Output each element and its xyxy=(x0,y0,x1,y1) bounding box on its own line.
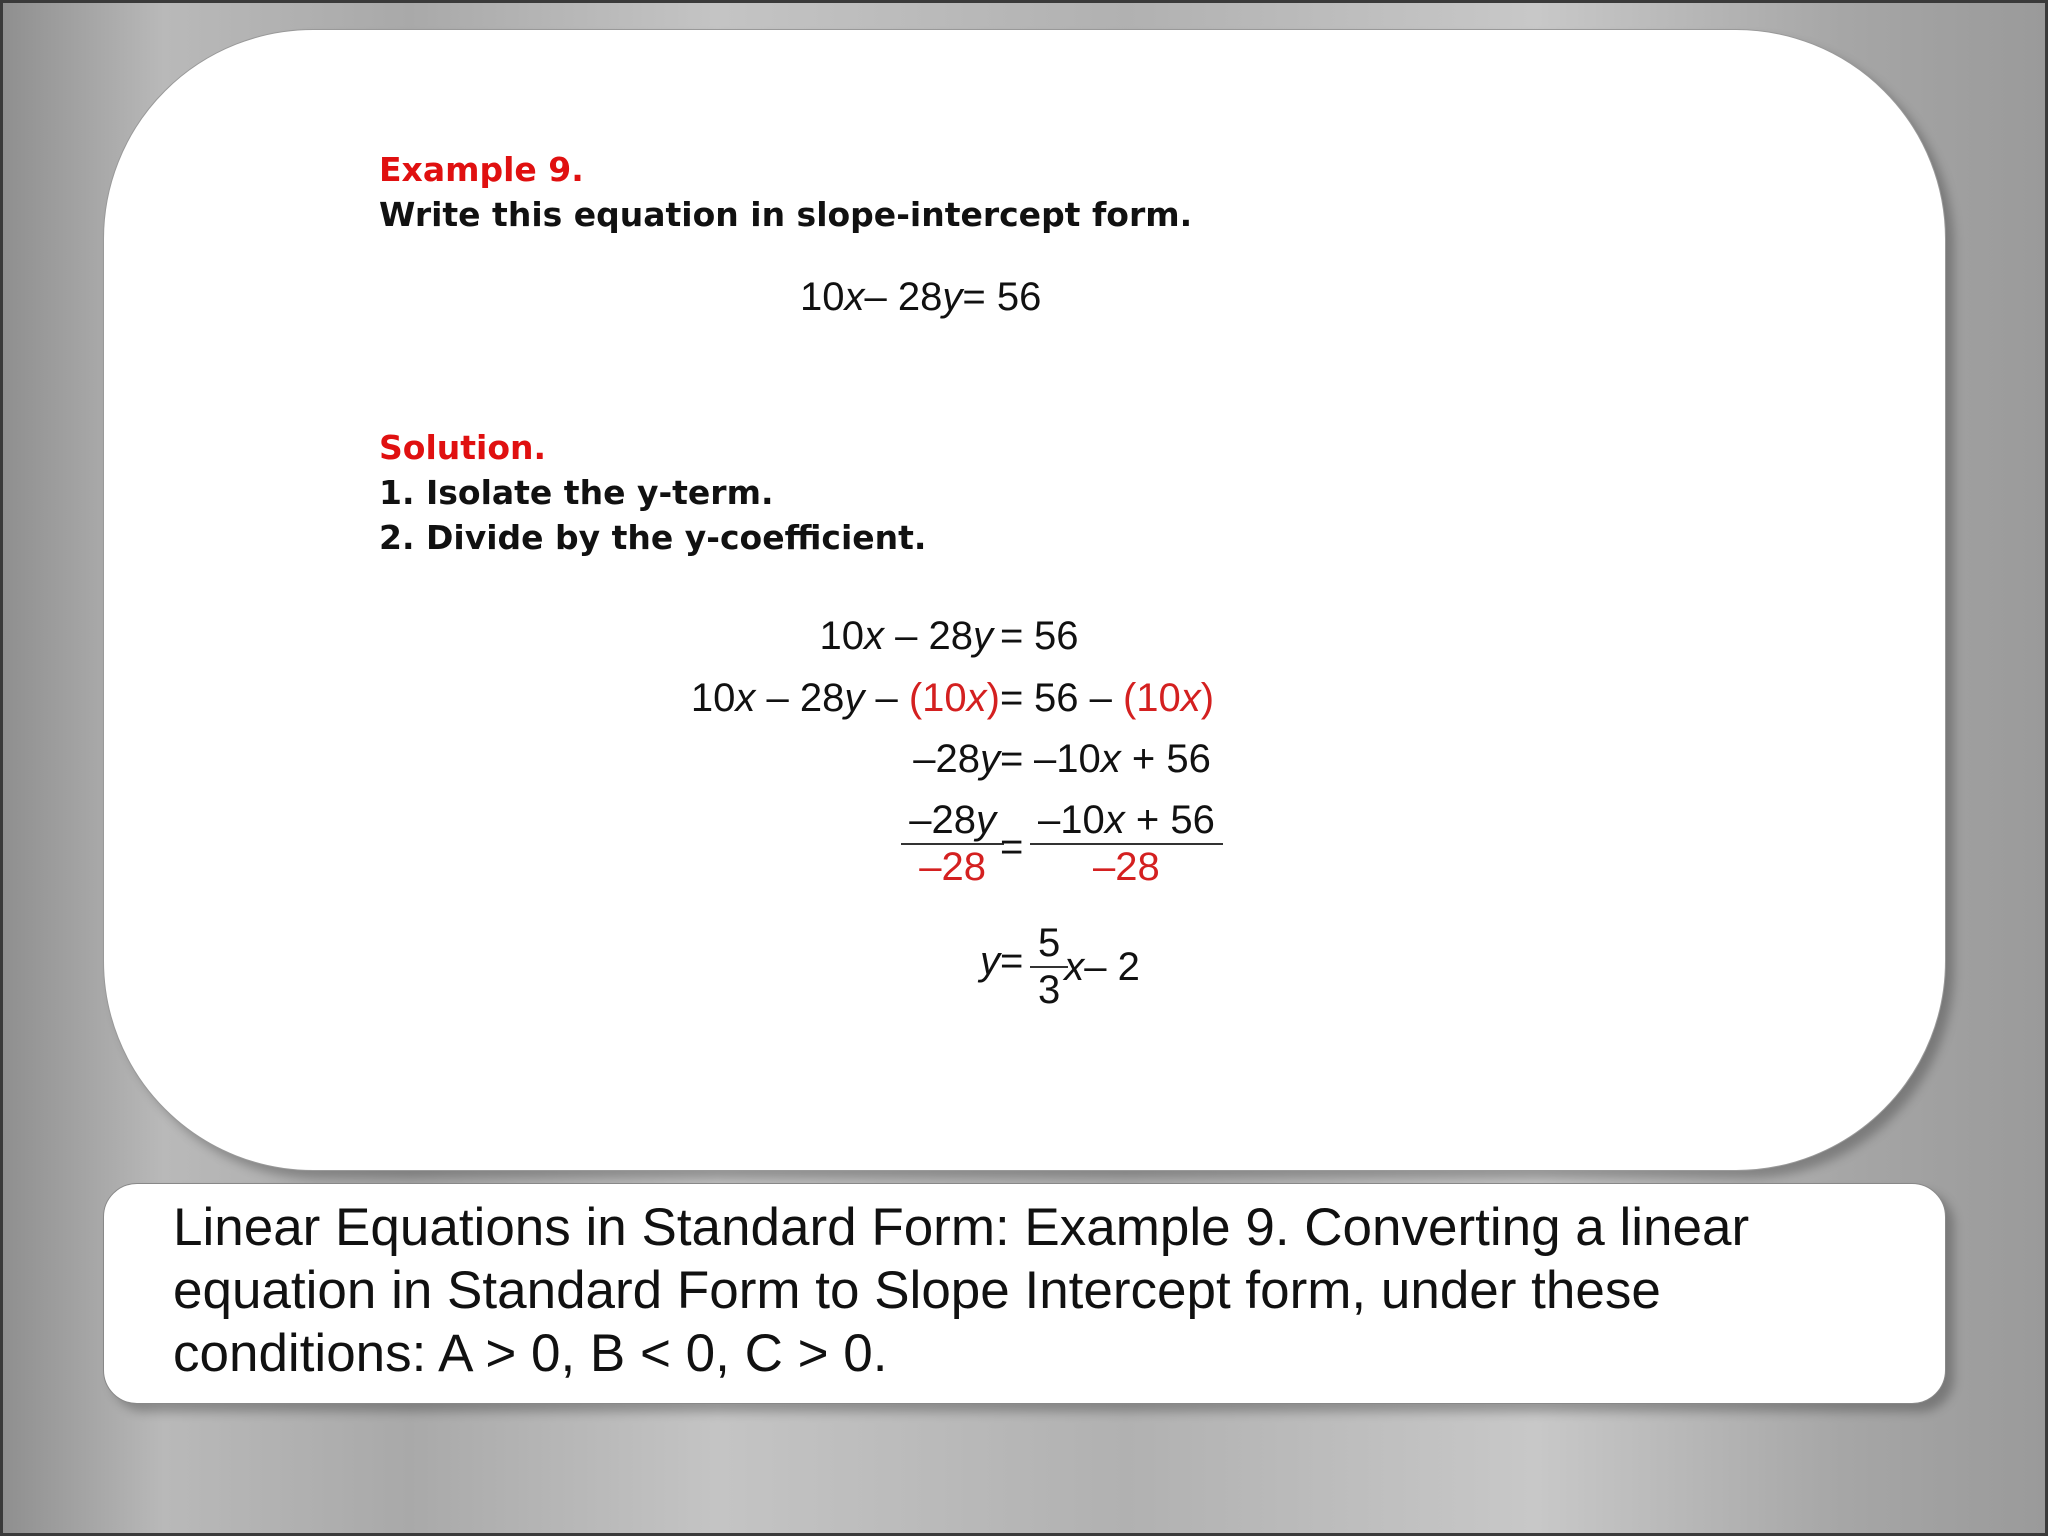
example-label: Example 9. xyxy=(379,150,584,189)
math-token: –28 xyxy=(913,737,980,781)
math-token: = xyxy=(1000,676,1024,720)
var: y xyxy=(942,275,963,319)
math-token: ) xyxy=(986,676,1000,720)
op: – 28 xyxy=(864,275,943,319)
work-row-3 xyxy=(0,737,2048,787)
given-equation xyxy=(800,275,1041,320)
instruction: Write this equation in slope-intercept form. xyxy=(379,195,1193,234)
math-token: – 28 xyxy=(884,614,973,658)
math-token: –10 xyxy=(1034,737,1101,781)
math-token: 10 xyxy=(819,614,865,658)
math-token: x xyxy=(966,676,987,720)
math-token: x xyxy=(864,614,885,658)
caption-box xyxy=(103,1183,1946,1404)
math-token: –28 xyxy=(909,798,976,842)
math-token: ) xyxy=(1200,676,1215,720)
math-token: – xyxy=(864,676,909,720)
math-token: = xyxy=(1000,825,1024,869)
math-token: = xyxy=(1000,939,1024,983)
math-token: y xyxy=(980,939,1000,983)
math-token: y xyxy=(980,737,1000,781)
var: x xyxy=(844,275,865,319)
math-token: – 28 xyxy=(755,676,845,720)
math-token: x xyxy=(1100,737,1121,781)
work-row-4 xyxy=(0,798,2048,908)
math-token: y xyxy=(973,614,993,658)
math-token: + 56 xyxy=(1120,737,1211,781)
math-token: 10 xyxy=(690,676,736,720)
math-token: 56 xyxy=(1034,614,1079,658)
math-token: y xyxy=(844,676,865,720)
math-token: x xyxy=(1180,676,1201,720)
math-token: x xyxy=(735,676,756,720)
math-token: 5 xyxy=(1038,921,1061,965)
solution-label: Solution. xyxy=(379,428,547,467)
step-1: 1. Isolate the y-term. xyxy=(379,473,774,512)
work-row-1 xyxy=(0,614,2048,664)
math-token: x xyxy=(1064,944,1085,989)
math-token: (10 xyxy=(908,676,967,720)
math-token: (10 xyxy=(1122,676,1181,720)
coef: 10 xyxy=(800,275,845,319)
rhs: = 56 xyxy=(962,275,1042,319)
math-token: –10 xyxy=(1038,798,1105,842)
work-row-5 xyxy=(0,912,2048,1022)
caption-text: Linear Equations in Standard Form: Example 9. Converting a linear equation in Standard Form to Slope Intercept form, under these conditions: A > 0, B < 0, C > 0. xyxy=(173,1198,1750,1383)
math-token: y xyxy=(976,798,996,842)
step-2: 2. Divide by the y-coefficient. xyxy=(379,518,927,557)
math-token: + 56 xyxy=(1124,798,1215,842)
math-token: 56 – xyxy=(1034,676,1123,720)
math-token: –28 xyxy=(901,843,1004,890)
math-token: – 2 xyxy=(1084,944,1140,989)
work-row-2 xyxy=(0,676,2048,726)
math-token: –28 xyxy=(1030,843,1223,890)
math-token: = xyxy=(1000,614,1024,658)
math-token: 3 xyxy=(1030,966,1068,1013)
math-token: = xyxy=(1000,737,1024,781)
math-token: x xyxy=(1104,798,1125,842)
